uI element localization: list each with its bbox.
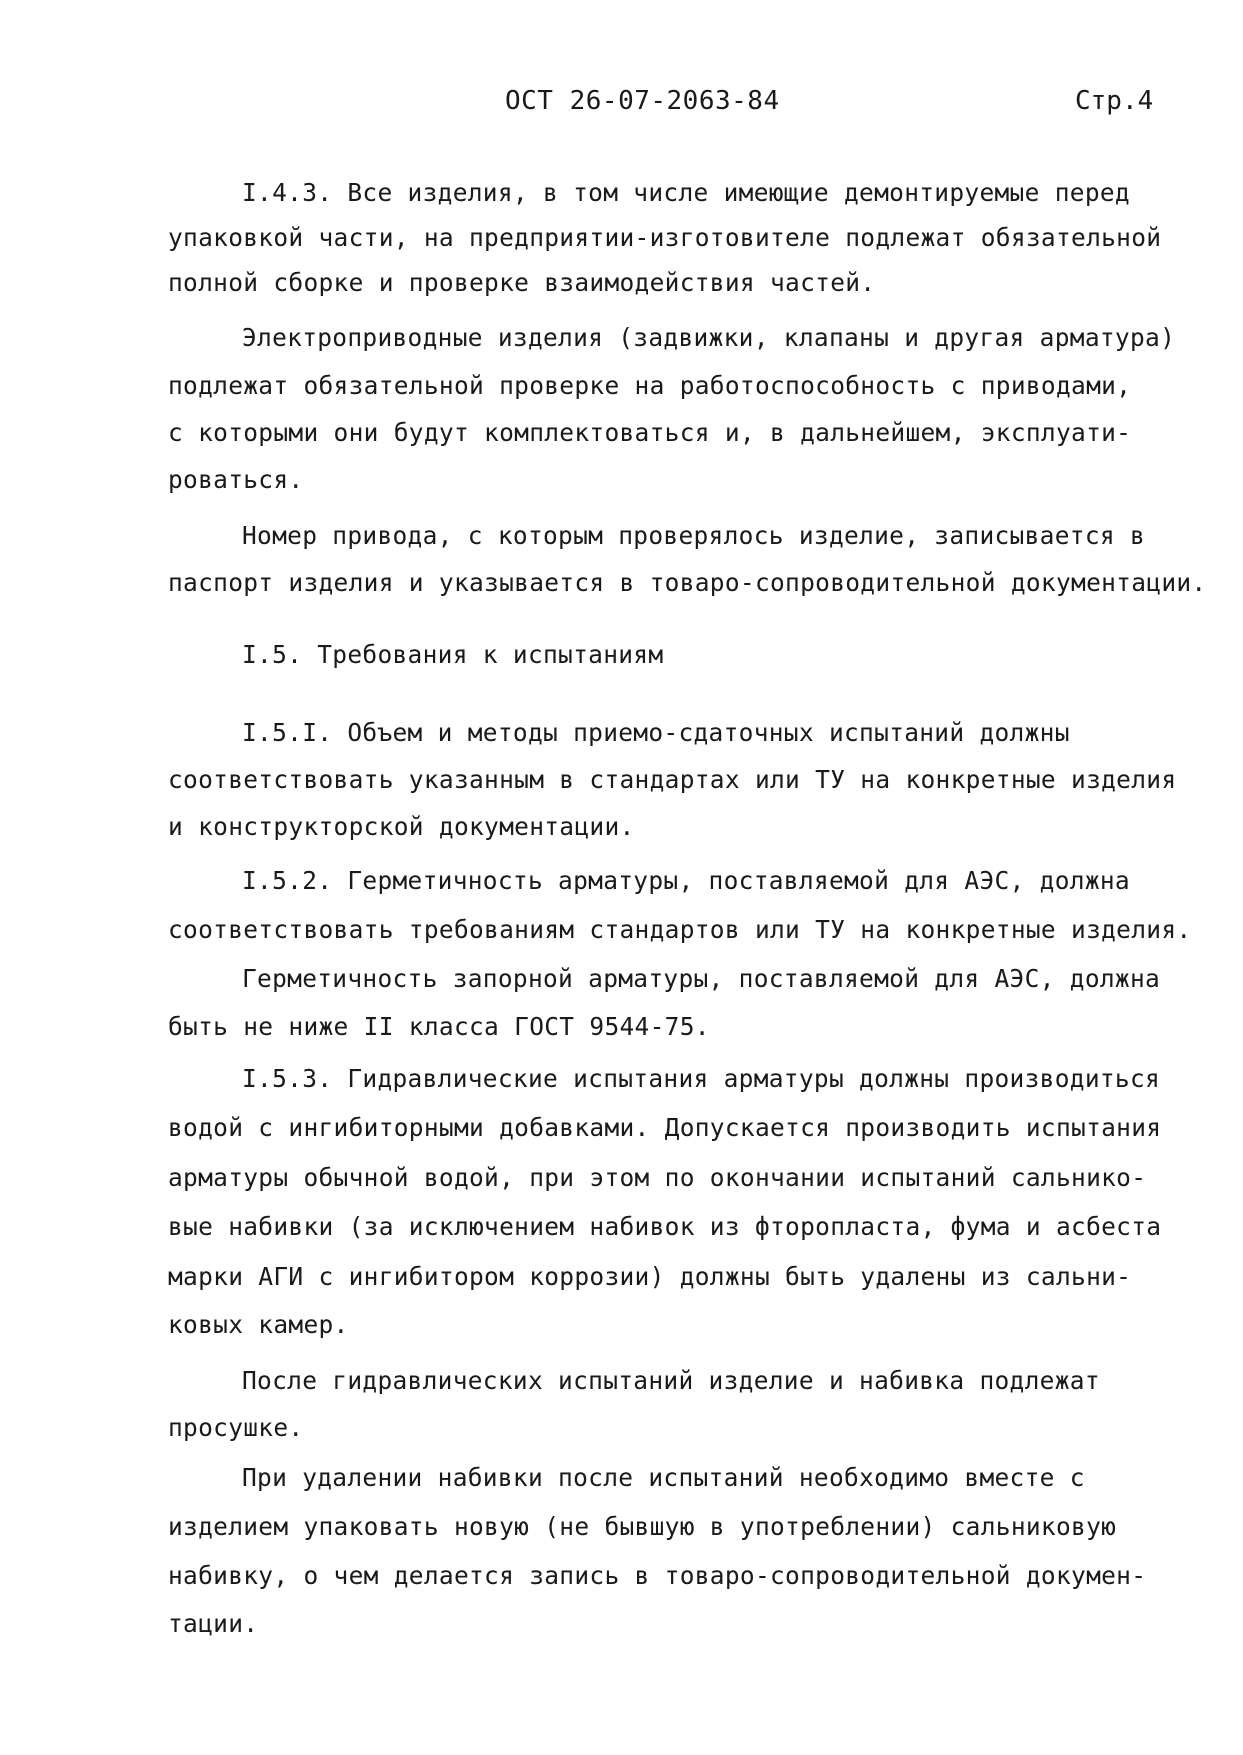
paragraph-shutoff-tightness-line: Герметичность запорной арматуры, поставляемой для АЭС, должна xyxy=(242,964,1161,993)
paragraph-drive-number-line: Номер привода, с которым проверялось изделие, записывается в xyxy=(242,521,1146,550)
page-header xyxy=(0,86,1243,126)
paragraph-1-5-3-line: ковых камер. xyxy=(168,1310,349,1339)
paragraph-1-4-3-line: упаковкой части, на предприятии-изготовителе подлежат обязательной xyxy=(168,223,1162,252)
paragraph-1-5-1-line: и конструкторской документации. xyxy=(168,812,635,841)
paragraph-electric-drive-line: с которыми они будут комплектоваться и, в дальнейшем, эксплуати- xyxy=(168,418,1132,447)
paragraph-1-5-1-line: соответствовать указанным в стандартах или ТУ на конкретные изделия xyxy=(168,765,1177,794)
paragraph-packing-removal-line: набивку, о чем делается запись в товаро-сопроводительной докумен- xyxy=(168,1561,1147,1590)
paragraph-packing-removal-line: изделием упаковать новую (не бывшую в употреблении) сальниковую xyxy=(168,1512,1117,1541)
paragraph-1-5-3-line: I.5.3. Гидравлические испытания арматуры должны производиться xyxy=(242,1064,1161,1093)
paragraph-drying-line: просушке. xyxy=(168,1413,304,1442)
document-code: ОСТ 26-07-2063-84 xyxy=(505,86,780,116)
section-heading-1-5: I.5. Требования к испытаниям xyxy=(242,640,664,669)
paragraph-1-5-3-line: арматуры обычной водой, при этом по окончании испытаний сальнико- xyxy=(168,1163,1147,1192)
paragraph-electric-drive-line: подлежат обязательной проверке на работоспособность с приводами, xyxy=(168,371,1132,400)
paragraph-drive-number-line: паспорт изделия и указывается в товаро-сопроводительной документации. xyxy=(168,568,1207,597)
page-number: Стр.4 xyxy=(1075,86,1154,116)
paragraph-packing-removal-line: тации. xyxy=(168,1609,259,1638)
paragraph-electric-drive-line: роваться. xyxy=(168,465,304,494)
paragraph-drying-line: После гидравлических испытаний изделие и набивка подлежат xyxy=(242,1366,1100,1395)
paragraph-1-4-3-line: полной сборке и проверке взаимодействия частей. xyxy=(168,268,876,297)
paragraph-1-5-2-line: I.5.2. Герметичность арматуры, поставляемой для АЭС, должна xyxy=(242,866,1130,895)
paragraph-1-5-3-line: марки АГИ с ингибитором коррозии) должны быть удалены из сальни- xyxy=(168,1262,1132,1291)
paragraph-1-5-3-line: водой с ингибиторными добавками. Допускается производить испытания xyxy=(168,1113,1162,1142)
paragraph-packing-removal-line: При удалении набивки после испытаний необходимо вместе с xyxy=(242,1463,1085,1492)
paragraph-1-4-3-line: I.4.3. Все изделия, в том числе имеющие демонтируемые перед xyxy=(242,178,1130,207)
paragraph-1-5-1-line: I.5.I. Объем и методы приемо-сдаточных испытаний должны xyxy=(242,718,1070,747)
paragraph-1-5-2-line: соответствовать требованиям стандартов или ТУ на конкретные изделия. xyxy=(168,915,1192,944)
paragraph-shutoff-tightness-line: быть не ниже II класса ГОСТ 9544-75. xyxy=(168,1012,710,1041)
paragraph-electric-drive-line: Электроприводные изделия (задвижки, клапаны и другая арматура) xyxy=(242,323,1176,352)
paragraph-1-5-3-line: вые набивки (за исключением набивок из фторопласта, фума и асбеста xyxy=(168,1212,1162,1241)
